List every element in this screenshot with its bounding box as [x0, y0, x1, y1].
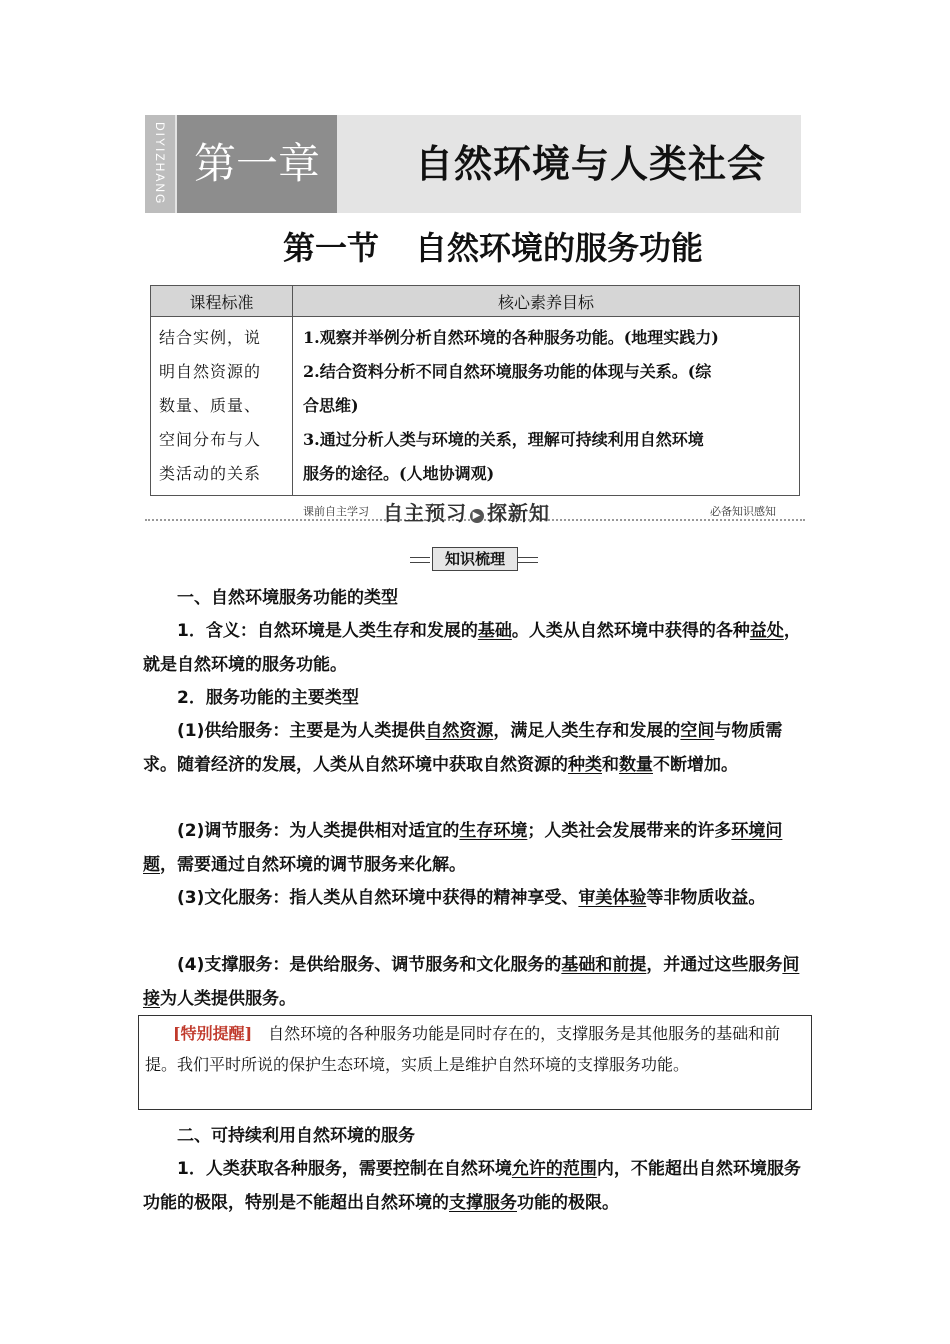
paragraph-sustainable: 1．人类获取各种服务，需要控制在自然环境允许的范围内，不能超出自然环境服务功能的极限，特别是不能超出自然环境的支撑服务功能的极限。: [143, 1159, 801, 1213]
literacy-line: 2.结合资料分析不同自然环境服务功能的体现与关系。(综: [303, 362, 712, 381]
divider-main-text: [383, 497, 550, 526]
standards-line: 数量、质量、: [159, 396, 262, 415]
heading-3: 二、可持续利用自然环境的服务: [177, 1126, 415, 1146]
reminder-text: 自然环境的各种服务功能是同时存在的，支撑服务是其他服务的基础和前提。我们平时所说的保护生态环境，实质上是维护自然环境的支撑服务功能。: [145, 1024, 781, 1074]
section-title: [0, 222, 950, 274]
special-reminder-box: [138, 1015, 812, 1110]
section-name: 自然环境的服务功能: [415, 229, 704, 267]
paragraph-support: (4)支撑服务：是供给服务、调节服务和文化服务的基础和前提，并通过这些服务间接为人类提供服务。: [143, 955, 800, 1009]
heading-2: 2．服务功能的主要类型: [177, 688, 359, 708]
literacy-line: 3.通过分析人类与环境的关系，理解可持续利用自然环境: [303, 430, 704, 449]
heading-1: 一、自然环境服务功能的类型: [177, 588, 398, 608]
divider-main-part1: 自主预习: [383, 501, 467, 525]
divider-main-part2: 探新知: [487, 501, 550, 525]
arrow-icon: ▶: [470, 509, 484, 523]
section-number: 第一节: [283, 229, 380, 267]
tag-line-left: [410, 557, 430, 563]
standards-cell: [151, 317, 293, 496]
paragraph-meaning: 1．含义：自然环境是人类生存和发展的基础。人类从自然环境中获得的各种益处，就是自然环境的服务功能。: [143, 621, 801, 675]
tag-line-right: [518, 557, 538, 563]
standards-line: 明自然资源的: [159, 362, 262, 381]
paragraph-supply: (1)供给服务：主要是为人类提供自然资源，满足人类生存和发展的空间与物质需求。随着经济的发展，人类从自然环境中获取自然资源的种类和数量不断增加。: [143, 721, 783, 775]
paragraph-culture: (3)文化服务：指人类从自然环境中获得的精神享受、审美体验等非物质收益。: [177, 888, 766, 908]
chapter-label: 第一章: [177, 115, 337, 213]
tag-label: 知识梳理: [432, 547, 518, 571]
knowledge-tag: [410, 547, 538, 569]
table-header-literacy: 核心素养目标: [293, 286, 800, 317]
literacy-cell: [293, 317, 800, 496]
reminder-label: [特别提醒]: [173, 1024, 253, 1043]
table-header-standards: 课程标准: [151, 286, 293, 317]
divider-pre-text: 课前自主学习: [303, 505, 369, 518]
literacy-line: 1.观察并举例分析自然环境的各种服务功能。(地理实践力): [303, 328, 719, 347]
chapter-pinyin: DIYIZHANG: [145, 115, 175, 213]
chapter-title: 自然环境与人类社会: [415, 141, 767, 186]
paragraph-regulate: (2)调节服务：为人类提供相对适宜的生存环境；人类社会发展带来的许多环境问题，需要通过自然环境的调节服务来化解。: [143, 821, 783, 875]
literacy-line: 合思维): [303, 396, 359, 415]
standards-table: [150, 285, 800, 496]
divider-post-text: 必备知识感知: [710, 505, 776, 518]
literacy-line: 服务的途径。(人地协调观): [303, 464, 495, 483]
standards-line: 结合实例，说: [159, 328, 262, 347]
preview-divider: [145, 497, 805, 523]
standards-line: 类活动的关系: [159, 464, 262, 483]
standards-line: 空间分布与人: [159, 430, 262, 449]
